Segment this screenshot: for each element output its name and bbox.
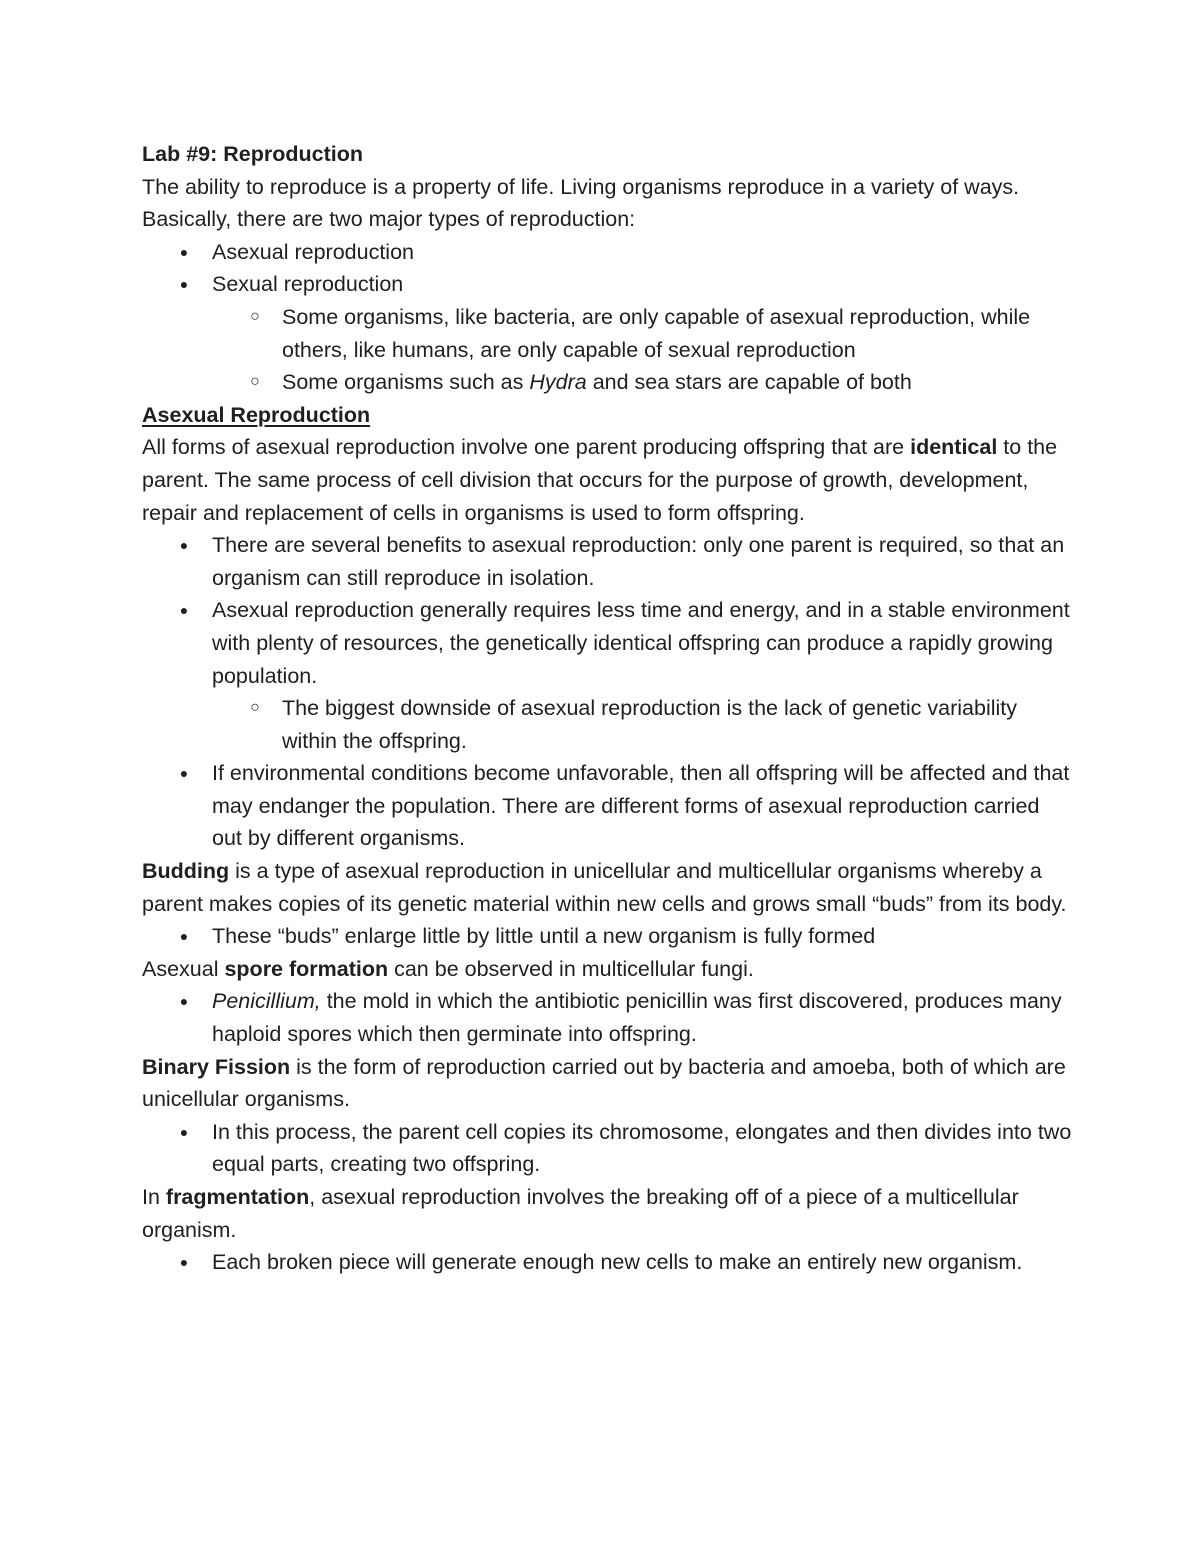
list-item-text: Asexual reproduction generally requires less time and energy, and in a stable environment with plenty of resources, the genetically identical offspring can produce a rapidly growing population. (212, 598, 1070, 688)
fragmentation-term: fragmentation (165, 1185, 310, 1209)
fragmentation-paragraph (142, 1181, 1072, 1246)
fragmentation-list (142, 1246, 1072, 1279)
identical-term: identical (910, 435, 998, 460)
bullet-icon: ● (179, 765, 189, 782)
bullet-icon: ● (179, 1254, 189, 1271)
paragraph-text: All forms of asexual reproduction involve one parent producing offspring that are (142, 435, 911, 460)
paragraph-text: is the form of reproduction carried out by bacteria and amoeba, both of which are unicellular organisms. (142, 1054, 1066, 1112)
list-item (142, 366, 1072, 399)
bullet-icon: ● (179, 993, 189, 1010)
bullet-icon: ● (179, 537, 189, 554)
list-item (142, 920, 1072, 953)
budding-term: Budding (142, 859, 230, 884)
list-item-text: Some organisms, like bacteria, are only capable of asexual reproduction, while others, like humans, are only capable of sexual reproduction (282, 304, 1031, 362)
spore-paragraph (142, 953, 1072, 986)
list-item (142, 985, 1072, 1050)
list-item (142, 692, 1072, 757)
paragraph-text: is a type of asexual reproduction in unicellular and multicellular organisms whereby a parent makes copies of its genetic material within new cells and grows small “buds” from its body. (142, 859, 1067, 916)
list-item-text: the mold in which the antibiotic penicillin was first discovered, produces many haploid spores which then germinate into offspring. (212, 989, 1062, 1047)
binary-fission-list (142, 1116, 1072, 1181)
section-heading-asexual: Asexual Reproduction (142, 402, 371, 427)
list-item-text-start: Some organisms such as (282, 370, 530, 395)
binary-fission-term: Binary Fission (142, 1054, 291, 1079)
asexual-downside-sublist (142, 692, 1072, 757)
list-item-text: Sexual reproduction (212, 272, 404, 297)
list-item (142, 301, 1072, 366)
list-item (142, 1116, 1072, 1181)
list-item-text: These “buds” enlarge little by little until a new organism is fully formed (212, 924, 876, 949)
reproduction-types-list (142, 236, 1072, 301)
bullet-icon: ● (179, 243, 189, 260)
list-item (142, 236, 1072, 269)
paragraph-text: , asexual reproduction involves the breaking off of a piece of a multicellular organism. (142, 1185, 1019, 1242)
reproduction-types-sublist (142, 301, 1072, 399)
paragraph-text: to the parent. The same process of cell division that occurs for the purpose of growth, development, repair and replacement of cells in organisms is used to form offspring. (142, 435, 1058, 525)
hydra-term: Hydra (529, 370, 587, 395)
document-title: Lab #9: Reproduction (142, 142, 363, 166)
hollow-bullet-icon: ○ (250, 373, 260, 391)
bullet-icon: ● (179, 602, 189, 619)
spore-formation-term: spore formation (224, 956, 389, 981)
list-item (142, 1246, 1072, 1279)
hollow-bullet-icon: ○ (250, 307, 260, 325)
list-item-text: If environmental conditions become unfavorable, then all offspring will be affected and that may endanger the population. There are different forms of asexual reproduction carried out by different organisms. (212, 761, 1070, 851)
list-item-text: There are several benefits to asexual reproduction: only one parent is required, so that an organism can still reproduce in isolation. (212, 533, 1065, 590)
asexual-benefits-list (142, 529, 1072, 692)
list-item-text: In this process, the parent cell copies its chromosome, elongates and then divides into two equal parts, creating two offspring. (212, 1119, 1072, 1177)
list-item-text: Asexual reproduction (212, 239, 414, 264)
list-item (142, 529, 1072, 594)
paragraph-text: can be observed in multicellular fungi. (388, 956, 754, 981)
budding-paragraph (142, 855, 1072, 920)
asexual-risk-list (142, 757, 1072, 855)
bullet-icon: ● (179, 276, 189, 293)
bullet-icon: ● (179, 1123, 189, 1140)
list-item-text-end: and sea stars are capable of both (586, 370, 912, 395)
binary-fission-paragraph (142, 1051, 1072, 1116)
intro-paragraph: The ability to reproduce is a property of life. Living organisms reproduce in a variety of ways. Basically, there are two major types of reproduction: (142, 174, 1020, 232)
paragraph-text: In (142, 1185, 166, 1209)
list-item-text: Each broken piece will generate enough new cells to make an entirely new organism. (212, 1250, 1023, 1275)
list-item (142, 268, 1072, 301)
asexual-paragraph (142, 431, 1072, 529)
paragraph-text: Asexual (142, 956, 225, 981)
list-item (142, 594, 1072, 692)
list-item (142, 757, 1072, 855)
document-page (142, 138, 1072, 1279)
penicillium-term: Penicillium, (212, 989, 321, 1014)
bullet-icon: ● (179, 928, 189, 945)
hollow-bullet-icon: ○ (250, 699, 260, 717)
spore-list (142, 985, 1072, 1050)
budding-list (142, 920, 1072, 953)
list-item-text: The biggest downside of asexual reproduction is the lack of genetic variability within the offspring. (282, 696, 1017, 753)
